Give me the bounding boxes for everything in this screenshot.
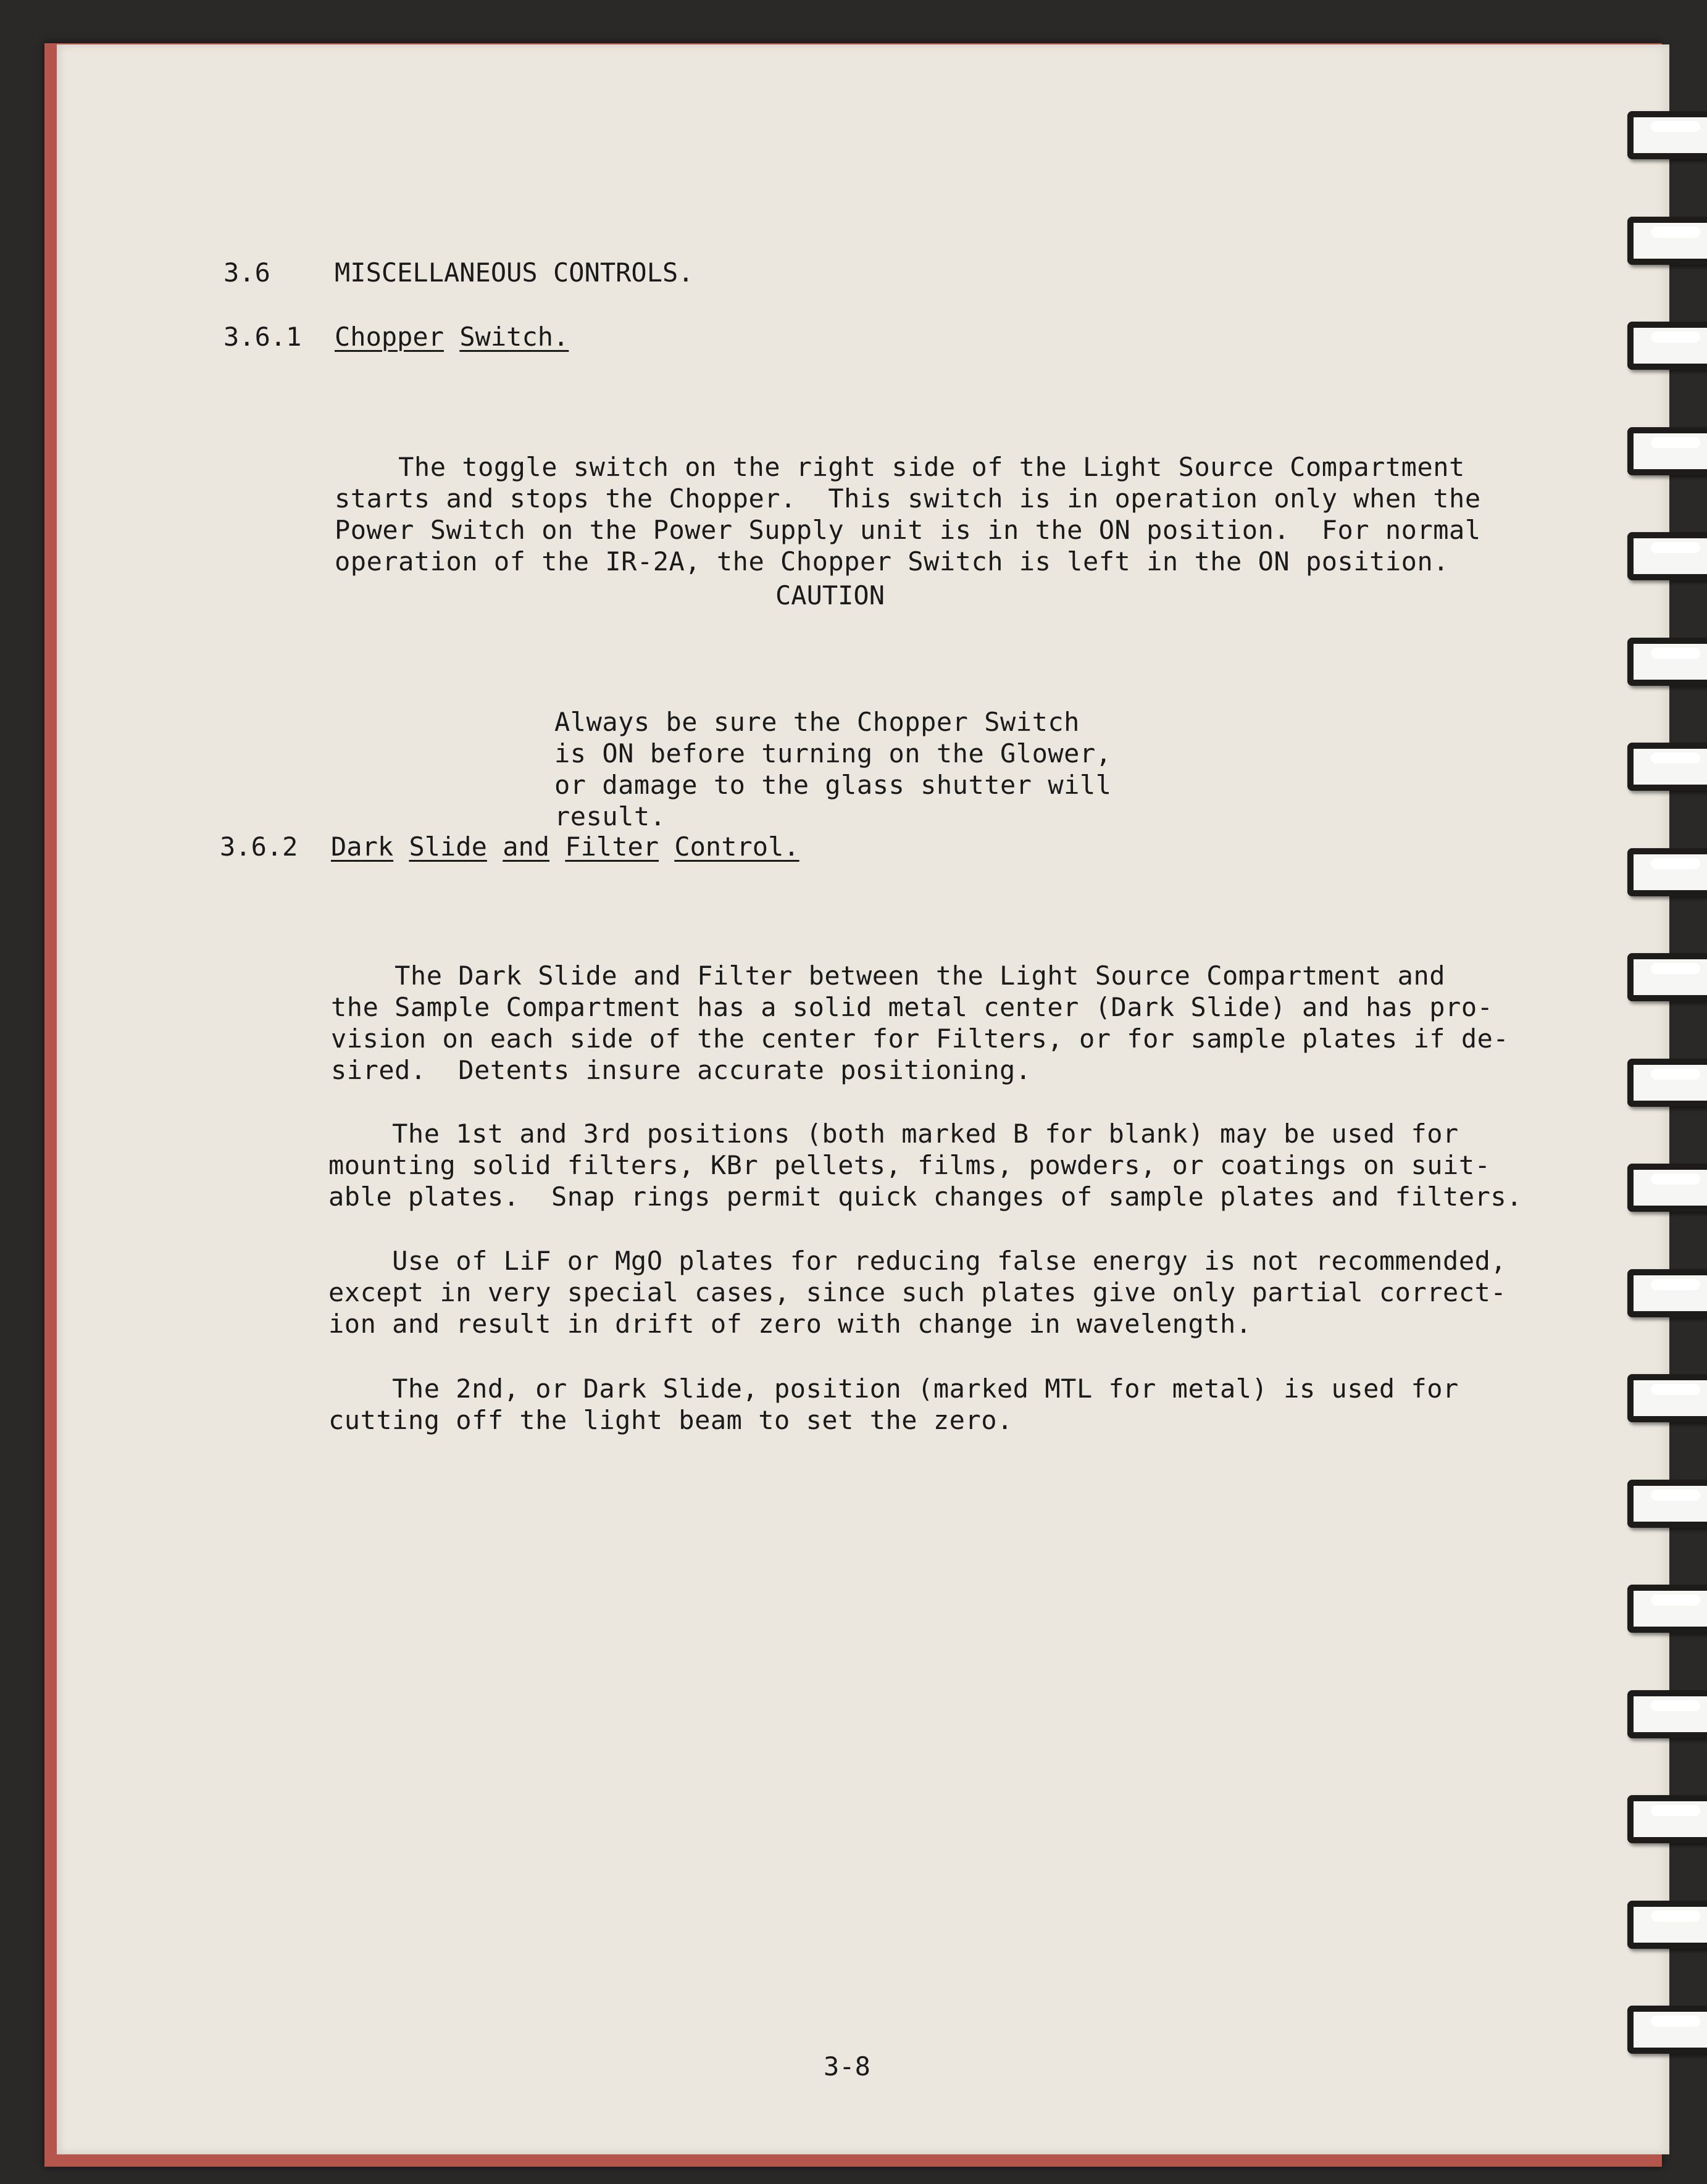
paragraph-line: ion and result in drift of zero with change in wavelength. bbox=[328, 1309, 1252, 1339]
binding-ring bbox=[1627, 111, 1707, 159]
binding-ring bbox=[1627, 953, 1707, 1001]
binding-ring bbox=[1627, 1795, 1707, 1843]
caution-line: Always be sure the Chopper Switch bbox=[554, 707, 1080, 737]
subsection-number-3-6-2: 3.6.2 bbox=[220, 832, 298, 862]
title-word: and bbox=[503, 832, 550, 862]
binding-ring bbox=[1627, 1690, 1707, 1738]
section-title: MISCELLANEOUS CONTROLS. bbox=[335, 257, 694, 288]
binding-ring bbox=[1627, 532, 1707, 580]
binding-ring bbox=[1627, 1901, 1707, 1949]
caution-line: or damage to the glass shutter will bbox=[554, 770, 1112, 800]
binding-ring bbox=[1627, 638, 1707, 686]
chopper-switch-paragraph bbox=[335, 388, 1481, 609]
binding-ring bbox=[1627, 427, 1707, 475]
paragraph-line: starts and stops the Chopper. This switch is in operation only when the bbox=[335, 483, 1481, 514]
binding-ring bbox=[1627, 1164, 1707, 1212]
caution-line: result. bbox=[554, 801, 666, 832]
section-number: 3.6 bbox=[223, 257, 270, 288]
binding-ring bbox=[1627, 1480, 1707, 1528]
paragraph-line: the Sample Compartment has a solid metal center (Dark Slide) and has pro- bbox=[331, 992, 1493, 1022]
dark-slide-paragraph-4 bbox=[328, 1310, 1459, 1467]
binding-ring bbox=[1627, 2006, 1707, 2054]
paragraph-line: mounting solid filters, KBr pellets, films, powders, or coatings on suit- bbox=[328, 1150, 1491, 1180]
paragraph-line: The 2nd, or Dark Slide, position (marked MTL for metal) is used for bbox=[328, 1373, 1459, 1404]
binding-ring bbox=[1627, 743, 1707, 791]
title-word: Chopper bbox=[335, 322, 444, 352]
paragraph-line: The toggle switch on the right side of the Light Source Compartment bbox=[335, 452, 1465, 482]
binding-ring bbox=[1627, 1374, 1707, 1422]
paragraph-line: cutting off the light beam to set the zero. bbox=[328, 1405, 1013, 1435]
paragraph-line: The Dark Slide and Filter between the Light Source Compartment and bbox=[331, 961, 1446, 991]
paragraph-line: except in very special cases, since such plates give only partial correct- bbox=[328, 1277, 1507, 1307]
paragraph-line: Use of LiF or MgO plates for reducing false energy is not recommended, bbox=[328, 1246, 1507, 1276]
paragraph-line: operation of the IR-2A, the Chopper Switch is left in the ON position. bbox=[335, 546, 1450, 577]
page-number: 3-8 bbox=[824, 2051, 870, 2082]
title-word: Control. bbox=[674, 832, 799, 862]
binding-ring bbox=[1627, 1585, 1707, 1633]
title-word: Filter bbox=[565, 832, 659, 862]
subsection-title-dark-slide bbox=[331, 831, 799, 862]
binding-ring bbox=[1627, 1059, 1707, 1107]
binding-ring bbox=[1627, 1269, 1707, 1317]
title-word: Dark bbox=[331, 832, 394, 862]
caution-line: is ON before turning on the Glower, bbox=[554, 738, 1112, 769]
paragraph-line: The 1st and 3rd positions (both marked B for blank) may be used for bbox=[328, 1119, 1459, 1149]
subsection-number-3-6-1: 3.6.1 bbox=[223, 322, 302, 352]
subsection-title-chopper-switch bbox=[335, 321, 569, 352]
title-word: Slide bbox=[409, 832, 487, 862]
caution-title: CAUTION bbox=[775, 580, 885, 611]
binding-ring bbox=[1627, 217, 1707, 265]
binding-ring bbox=[1627, 848, 1707, 896]
paragraph-line: sired. Detents insure accurate positioning. bbox=[331, 1055, 1032, 1085]
paragraph-line: able plates. Snap rings permit quick changes of sample plates and filters. bbox=[328, 1182, 1522, 1212]
binding-ring bbox=[1627, 322, 1707, 370]
title-word: Switch. bbox=[459, 322, 569, 352]
paragraph-line: vision on each side of the center for Filters, or for sample plates if de- bbox=[331, 1023, 1509, 1054]
paragraph-line: Power Switch on the Power Supply unit is in the ON position. For normal bbox=[335, 515, 1481, 545]
